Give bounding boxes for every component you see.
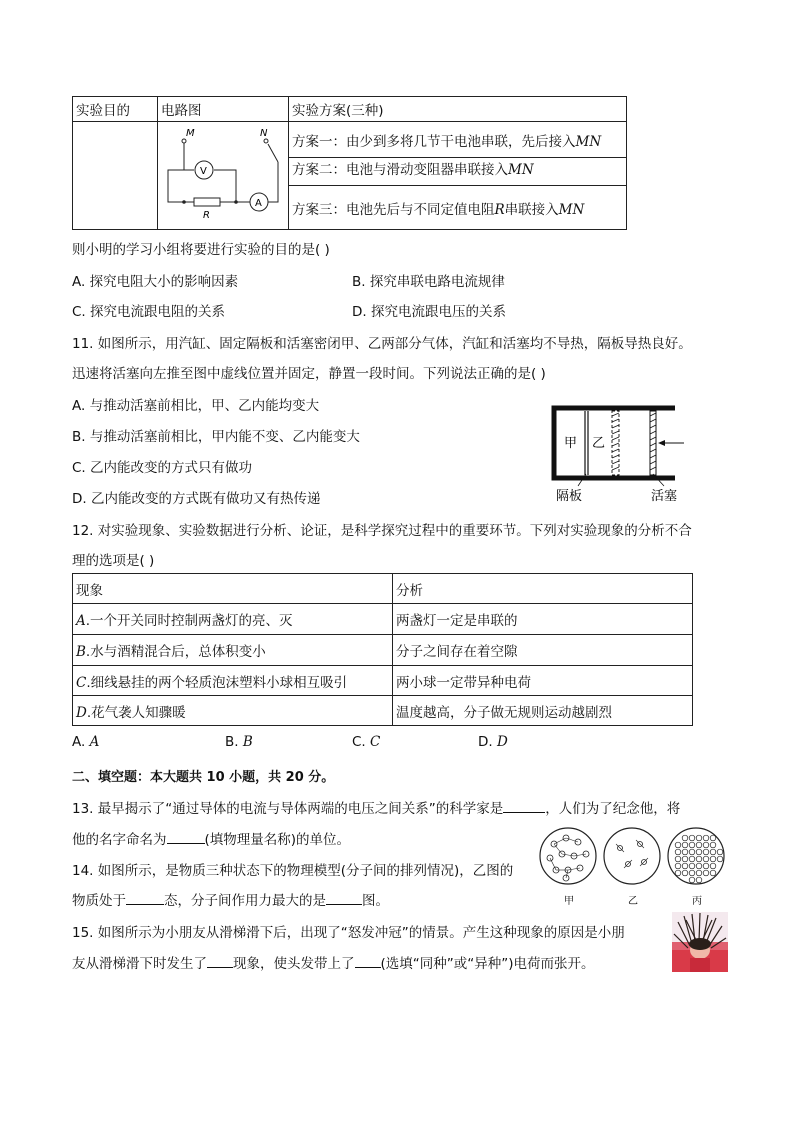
cylinder-figure: [550, 402, 685, 504]
blank[interactable]: [126, 892, 164, 905]
header-circuit: 电路图: [158, 97, 289, 122]
blank[interactable]: [503, 800, 545, 813]
piston-label: 活塞: [651, 489, 678, 504]
lattice-molecule: [682, 835, 688, 841]
circuit-cell: [158, 122, 289, 230]
table-row: [73, 604, 693, 635]
q12-option-b: B. B: [225, 734, 253, 750]
analysis-cell: 温度越高，分子做无规则运动越剧烈: [393, 696, 693, 726]
lattice-molecule: [696, 870, 702, 876]
lattice-molecule: [710, 835, 716, 841]
terminal-m-label: M: [186, 127, 195, 139]
circuit-diagram: [158, 124, 288, 224]
q13-line1: 13. 最早揭示了“通过导体的电流与导体两端的电压之间关系”的科学家是 ，人们为了纪念他，将: [72, 801, 681, 817]
header-plans: 实验方案(三种): [289, 97, 627, 122]
ammeter-label: A: [255, 197, 262, 209]
q11-option-a: A. 与推动活塞前相比，甲、乙内能均变大: [72, 398, 320, 414]
lattice-molecule: [682, 842, 688, 848]
q14-line2: 物质处于 态，分子间作用力最大的是 图。: [72, 893, 389, 909]
table-row: [73, 696, 693, 726]
lattice-molecule: [703, 856, 709, 862]
table-row: [73, 666, 693, 696]
lattice-molecule: [710, 842, 716, 848]
phenomenon-cell: C.细线悬挂的两个轻质泡沫塑料小球相互吸引: [73, 666, 393, 696]
q11-option-c: C. 乙内能改变的方式只有做功: [72, 460, 253, 476]
lattice-molecule: [689, 863, 695, 869]
blank[interactable]: [207, 955, 233, 968]
phenomenon-cell: A.一个开关同时控制两盏灯的亮、灭: [73, 604, 393, 635]
lattice-molecule: [703, 842, 709, 848]
section-2-title: 二、填空题：本大题共 10 小题，共 20 分。: [72, 770, 335, 785]
lattice-molecule: [710, 870, 716, 876]
resistor-label: R: [203, 209, 210, 221]
lattice-molecule: [682, 870, 688, 876]
lattice-molecule: [710, 856, 716, 862]
analysis-cell: 分子之间存在着空隙: [393, 635, 693, 666]
lattice-molecule: [703, 863, 709, 869]
lattice-molecule: [675, 870, 681, 876]
lattice-molecule: [703, 849, 709, 855]
lattice-molecule: [689, 835, 695, 841]
lattice-molecule: [689, 870, 695, 876]
lattice-molecule: [696, 877, 702, 883]
q11-option-d: D. 乙内能改变的方式既有做功又有热传递: [72, 491, 321, 507]
lattice-molecule: [696, 842, 702, 848]
analysis-cell: 两小球一定带异种电荷: [393, 666, 693, 696]
q11-line2: 迅速将活塞向左推至图中虚线位置并固定，静置一段时间。下列说法正确的是( ): [72, 366, 546, 382]
lattice-molecule: [689, 877, 695, 883]
lattice-molecule: [675, 863, 681, 869]
lattice-molecule: [703, 870, 709, 876]
lattice-molecule: [689, 856, 695, 862]
lattice-molecule: [696, 835, 702, 841]
lattice-molecule: [675, 842, 681, 848]
q10-option-a: A. 探究电阻大小的影响因素: [72, 274, 239, 290]
experiment-table: [72, 96, 627, 230]
q12-option-d: D. D: [478, 734, 508, 750]
phenomenon-cell: B.水与酒精混合后，总体积变小: [73, 635, 393, 666]
plan-2: 方案二：电池与滑动变阻器串联接入MN: [289, 158, 627, 186]
purpose-cell: [73, 122, 158, 230]
lattice-molecule: [710, 849, 716, 855]
lattice-molecule: [682, 849, 688, 855]
lattice-molecule: [717, 856, 723, 862]
lattice-molecule: [675, 849, 681, 855]
table-row: [73, 635, 693, 666]
q15-line1: 15. 如图所示为小朋友从滑梯滑下后，出现了“怒发冲冠”的情景。产生这种现象的原因是小朋: [72, 925, 625, 941]
phenomenon-cell: D.花气袭人知骤暖: [73, 696, 393, 726]
q14-line1: 14. 如图所示，是物质三种状态下的物理模型(分子间的排列情况)，乙图的: [72, 863, 514, 879]
lattice-molecule: [696, 849, 702, 855]
lattice-molecule: [717, 849, 723, 855]
state-label-yi: 乙: [628, 896, 638, 907]
q10-stem: 则小明的学习小组将要进行实验的目的是( ): [72, 242, 330, 258]
q12-line2: 理的选项是( ): [72, 553, 155, 569]
q11-option-b: B. 与推动活塞前相比，甲内能不变、乙内能变大: [72, 429, 360, 445]
header-analysis: 分析: [393, 574, 693, 604]
lattice-molecule: [696, 856, 702, 862]
q12-line1: 12. 对实验现象、实验数据进行分析、论证，是科学探究过程中的重要环节。下列对实验现象的分析不合: [72, 523, 692, 539]
header-phenomenon: 现象: [73, 574, 393, 604]
blank[interactable]: [355, 955, 381, 968]
q13-line2: 他的名字命名为 (填物理量名称)的单位。: [72, 832, 351, 848]
phenomenon-table: [72, 573, 693, 726]
state-label-jia: 甲: [564, 896, 574, 907]
lattice-molecule: [703, 835, 709, 841]
analysis-cell: 两盏灯一定是串联的: [393, 604, 693, 635]
blank[interactable]: [326, 892, 362, 905]
q10-option-c: C. 探究电流跟电阻的关系: [72, 304, 226, 320]
partition-label: 隔板: [556, 489, 583, 504]
lattice-molecule: [689, 842, 695, 848]
hair-standing-photo: [672, 912, 728, 972]
gas-jia-label: 甲: [564, 436, 578, 451]
plan-3: 方案三：电池先后与不同定值电阻R串联接入MN: [289, 186, 627, 230]
q11-line1: 11. 如图所示，用汽缸、固定隔板和活塞密闭甲、乙两部分气体，汽缸和活塞均不导热，隔板导热良好。: [72, 336, 692, 352]
blank[interactable]: [167, 831, 205, 844]
lattice-molecule: [682, 863, 688, 869]
q15-line2: 友从滑梯滑下时发生了 现象，使头发带上了 (选填“同种”或“异种”)电荷而张开。: [72, 956, 595, 972]
header-purpose: 实验目的: [73, 97, 158, 122]
terminal-n-label: N: [260, 127, 268, 139]
state-label-bing: 丙: [692, 896, 702, 907]
q12-option-a: A. A: [72, 734, 100, 750]
voltmeter-label: V: [200, 165, 207, 177]
lattice-molecule: [710, 863, 716, 869]
states-of-matter-figure: [536, 824, 728, 908]
lattice-molecule: [689, 849, 695, 855]
lattice-molecule: [696, 863, 702, 869]
lattice-molecule: [682, 856, 688, 862]
q10-option-b: B. 探究串联电路电流规律: [352, 274, 505, 290]
gas-yi-label: 乙: [592, 436, 606, 451]
lattice-molecule: [675, 856, 681, 862]
q10-option-d: D. 探究电流跟电压的关系: [352, 304, 506, 320]
plan-1: 方案一：由少到多将几节干电池串联，先后接入MN: [289, 122, 627, 158]
q12-option-c: C. C: [352, 734, 381, 750]
